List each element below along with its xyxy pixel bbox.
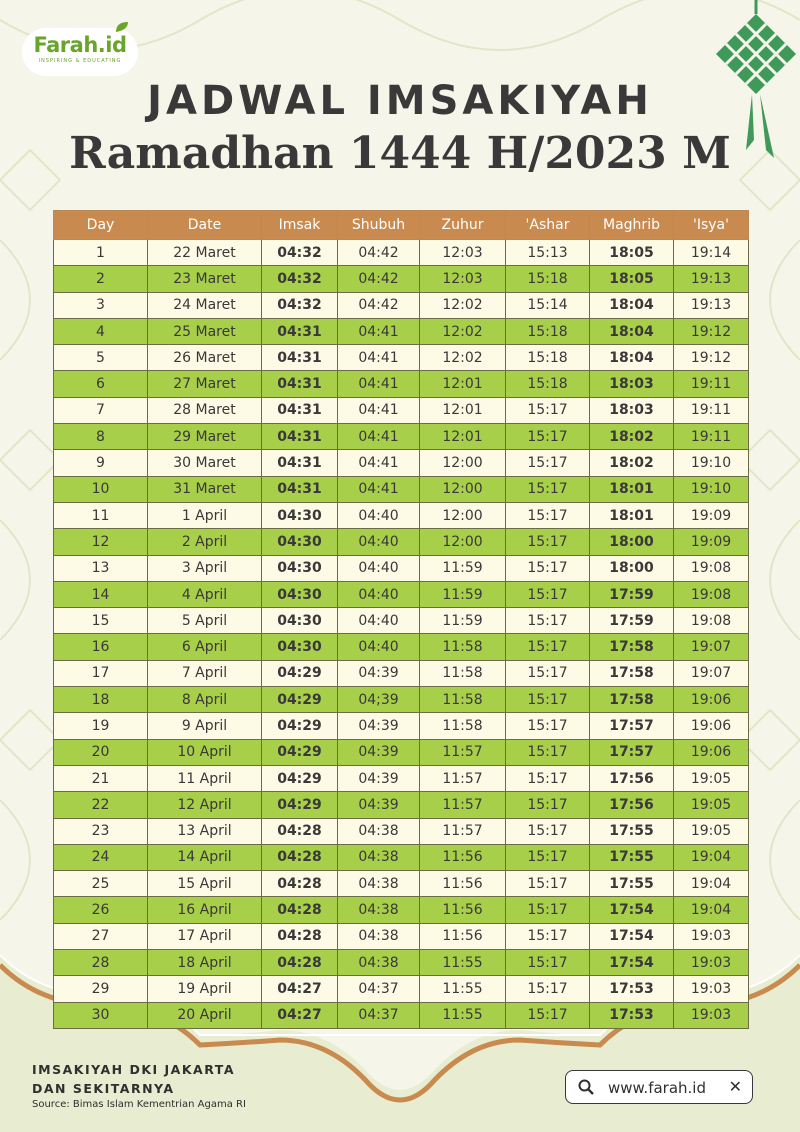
cell-ashar: 15:13: [506, 240, 590, 266]
cell-isya: 19:06: [674, 687, 749, 713]
cell-isya: 19:03: [674, 923, 749, 949]
cell-zuhur: 12:00: [420, 502, 506, 528]
cell-ashar: 15:17: [506, 713, 590, 739]
cell-day: 25: [54, 871, 148, 897]
cell-date: 28 Maret: [148, 397, 262, 423]
table-row: [54, 424, 749, 450]
cell-shubuh: 04:40: [338, 608, 420, 634]
table-row: [54, 608, 749, 634]
cell-imsak: 04:30: [262, 502, 338, 528]
cell-date: 1 April: [148, 502, 262, 528]
cell-day: 17: [54, 660, 148, 686]
cell-maghrib: 17:55: [590, 818, 674, 844]
cell-day: 9: [54, 450, 148, 476]
cell-imsak: 04:32: [262, 266, 338, 292]
table-row: [54, 739, 749, 765]
brand-logo: [22, 28, 138, 76]
cell-day: 22: [54, 792, 148, 818]
cell-isya: 19:09: [674, 529, 749, 555]
cell-zuhur: 11:56: [420, 897, 506, 923]
table-row: [54, 844, 749, 870]
header-maghrib: Maghrib: [590, 211, 674, 240]
cell-date: 9 April: [148, 713, 262, 739]
cell-zuhur: 11:57: [420, 765, 506, 791]
cell-ashar: 15:17: [506, 871, 590, 897]
cell-imsak: 04:32: [262, 240, 338, 266]
cell-shubuh: 04:38: [338, 871, 420, 897]
cell-shubuh: 04:39: [338, 765, 420, 791]
cell-day: 26: [54, 897, 148, 923]
cell-date: 30 Maret: [148, 450, 262, 476]
cell-shubuh: 04:42: [338, 240, 420, 266]
cell-date: 7 April: [148, 660, 262, 686]
cell-isya: 19:03: [674, 976, 749, 1002]
cell-ashar: 15:17: [506, 897, 590, 923]
cell-day: 15: [54, 608, 148, 634]
cell-day: 5: [54, 345, 148, 371]
cell-ashar: 15:17: [506, 502, 590, 528]
cell-day: 1: [54, 240, 148, 266]
cell-day: 18: [54, 687, 148, 713]
cell-imsak: 04:31: [262, 371, 338, 397]
cell-imsak: 04:28: [262, 897, 338, 923]
cell-imsak: 04:30: [262, 555, 338, 581]
cell-day: 7: [54, 397, 148, 423]
cell-imsak: 04:31: [262, 345, 338, 371]
cell-shubuh: 04:40: [338, 502, 420, 528]
cell-zuhur: 11:58: [420, 660, 506, 686]
cell-ashar: 15:17: [506, 450, 590, 476]
search-text: www.farah.id: [608, 1079, 706, 1097]
cell-imsak: 04:29: [262, 687, 338, 713]
cell-maghrib: 17:54: [590, 897, 674, 923]
cell-date: 2 April: [148, 529, 262, 555]
cell-shubuh: 04:41: [338, 476, 420, 502]
cell-maghrib: 17:58: [590, 634, 674, 660]
table-row: [54, 897, 749, 923]
cell-ashar: 15:17: [506, 634, 590, 660]
cell-isya: 19:04: [674, 871, 749, 897]
cell-imsak: 04:30: [262, 608, 338, 634]
cell-ashar: 15:17: [506, 950, 590, 976]
table-row: [54, 660, 749, 686]
cell-imsak: 04:28: [262, 818, 338, 844]
cell-shubuh: 04:42: [338, 292, 420, 318]
cell-day: 16: [54, 634, 148, 660]
cell-zuhur: 11:58: [420, 634, 506, 660]
cell-maghrib: 18:05: [590, 266, 674, 292]
cell-zuhur: 11:56: [420, 871, 506, 897]
cell-day: 20: [54, 739, 148, 765]
schedule-table: [53, 210, 749, 1029]
footer-title: [32, 1060, 235, 1098]
footer-title-line2: DAN SEKITARNYA: [32, 1081, 175, 1096]
table-row: [54, 765, 749, 791]
cell-maghrib: 18:05: [590, 240, 674, 266]
cell-ashar: 15:17: [506, 976, 590, 1002]
cell-isya: 19:03: [674, 1002, 749, 1028]
cell-zuhur: 11:58: [420, 687, 506, 713]
cell-imsak: 04:30: [262, 634, 338, 660]
table-row: [54, 240, 749, 266]
table-row: [54, 529, 749, 555]
cell-isya: 19:12: [674, 345, 749, 371]
cell-shubuh: 04:41: [338, 345, 420, 371]
brand-logo-text: Farah.id: [33, 33, 127, 57]
cell-imsak: 04:31: [262, 476, 338, 502]
cell-isya: 19:03: [674, 950, 749, 976]
cell-imsak: 04:28: [262, 844, 338, 870]
table-row: [54, 476, 749, 502]
cell-zuhur: 11:58: [420, 713, 506, 739]
cell-shubuh: 04:41: [338, 397, 420, 423]
cell-maghrib: 18:01: [590, 502, 674, 528]
cell-zuhur: 11:57: [420, 818, 506, 844]
cell-shubuh: 04:38: [338, 897, 420, 923]
cell-maghrib: 18:04: [590, 345, 674, 371]
cell-imsak: 04:27: [262, 1002, 338, 1028]
cell-isya: 19:11: [674, 371, 749, 397]
close-icon[interactable]: ✕: [728, 1077, 742, 1096]
table-row: [54, 687, 749, 713]
cell-maghrib: 18:02: [590, 450, 674, 476]
cell-isya: 19:11: [674, 397, 749, 423]
cell-zuhur: 12:03: [420, 266, 506, 292]
cell-zuhur: 11:55: [420, 950, 506, 976]
cell-day: 29: [54, 976, 148, 1002]
cell-day: 19: [54, 713, 148, 739]
cell-isya: 19:09: [674, 502, 749, 528]
cell-shubuh: 04:41: [338, 318, 420, 344]
cell-zuhur: 11:57: [420, 739, 506, 765]
cell-day: 27: [54, 923, 148, 949]
cell-date: 10 April: [148, 739, 262, 765]
cell-ashar: 15:14: [506, 292, 590, 318]
cell-day: 10: [54, 476, 148, 502]
cell-maghrib: 17:56: [590, 765, 674, 791]
cell-date: 15 April: [148, 871, 262, 897]
cell-isya: 19:08: [674, 608, 749, 634]
cell-shubuh: 04:38: [338, 923, 420, 949]
cell-ashar: 15:17: [506, 818, 590, 844]
cell-shubuh: 04:41: [338, 450, 420, 476]
cell-zuhur: 11:59: [420, 581, 506, 607]
table-row: [54, 292, 749, 318]
search-icon: [578, 1079, 594, 1095]
table-header-row: [54, 211, 749, 240]
cell-shubuh: 04:40: [338, 581, 420, 607]
cell-date: 25 Maret: [148, 318, 262, 344]
cell-imsak: 04:31: [262, 318, 338, 344]
cell-isya: 19:13: [674, 266, 749, 292]
cell-zuhur: 11:57: [420, 792, 506, 818]
cell-isya: 19:13: [674, 292, 749, 318]
cell-maghrib: 18:02: [590, 424, 674, 450]
table-row: [54, 502, 749, 528]
cell-isya: 19:05: [674, 792, 749, 818]
page-title-line2: Ramadhan 1444 H/2023 M: [69, 128, 731, 179]
table-row: [54, 950, 749, 976]
cell-date: 12 April: [148, 792, 262, 818]
cell-ashar: 15:18: [506, 371, 590, 397]
cell-ashar: 15:17: [506, 476, 590, 502]
header-shubuh: Shubuh: [338, 211, 420, 240]
cell-ashar: 15:17: [506, 739, 590, 765]
cell-zuhur: 11:55: [420, 1002, 506, 1028]
cell-maghrib: 17:59: [590, 581, 674, 607]
cell-isya: 19:10: [674, 450, 749, 476]
cell-ashar: 15:17: [506, 608, 590, 634]
cell-zuhur: 12:01: [420, 397, 506, 423]
cell-shubuh: 04:40: [338, 555, 420, 581]
cell-imsak: 04:32: [262, 292, 338, 318]
cell-zuhur: 12:01: [420, 424, 506, 450]
cell-isya: 19:08: [674, 581, 749, 607]
cell-ashar: 15:17: [506, 529, 590, 555]
table-row: [54, 345, 749, 371]
cell-ashar: 15:17: [506, 660, 590, 686]
cell-day: 3: [54, 292, 148, 318]
header-ashar: 'Ashar: [506, 211, 590, 240]
cell-zuhur: 12:00: [420, 529, 506, 555]
table-row: [54, 976, 749, 1002]
cell-isya: 19:07: [674, 634, 749, 660]
cell-isya: 19:10: [674, 476, 749, 502]
cell-imsak: 04:28: [262, 871, 338, 897]
cell-isya: 19:07: [674, 660, 749, 686]
cell-zuhur: 12:01: [420, 371, 506, 397]
cell-shubuh: 04:39: [338, 739, 420, 765]
cell-ashar: 15:17: [506, 765, 590, 791]
cell-day: 23: [54, 818, 148, 844]
cell-maghrib: 17:55: [590, 871, 674, 897]
cell-date: 20 April: [148, 1002, 262, 1028]
cell-imsak: 04:30: [262, 529, 338, 555]
cell-date: 17 April: [148, 923, 262, 949]
cell-maghrib: 17:55: [590, 844, 674, 870]
cell-shubuh: 04:37: [338, 1002, 420, 1028]
cell-maghrib: 17:56: [590, 792, 674, 818]
cell-isya: 19:05: [674, 818, 749, 844]
cell-day: 2: [54, 266, 148, 292]
cell-date: 24 Maret: [148, 292, 262, 318]
table-row: [54, 923, 749, 949]
cell-ashar: 15:17: [506, 792, 590, 818]
cell-day: 28: [54, 950, 148, 976]
cell-day: 4: [54, 318, 148, 344]
cell-date: 16 April: [148, 897, 262, 923]
cell-ashar: 15:18: [506, 266, 590, 292]
cell-imsak: 04:29: [262, 792, 338, 818]
cell-maghrib: 18:03: [590, 371, 674, 397]
cell-day: 21: [54, 765, 148, 791]
cell-imsak: 04:29: [262, 713, 338, 739]
cell-day: 14: [54, 581, 148, 607]
cell-ashar: 15:17: [506, 1002, 590, 1028]
cell-date: 27 Maret: [148, 371, 262, 397]
cell-day: 8: [54, 424, 148, 450]
cell-ashar: 15:18: [506, 345, 590, 371]
cell-maghrib: 17:54: [590, 923, 674, 949]
cell-day: 12: [54, 529, 148, 555]
cell-shubuh: 04:42: [338, 266, 420, 292]
cell-ashar: 15:17: [506, 923, 590, 949]
cell-shubuh: 04;39: [338, 687, 420, 713]
table-row: [54, 634, 749, 660]
cell-maghrib: 17:57: [590, 739, 674, 765]
cell-shubuh: 04:39: [338, 792, 420, 818]
cell-shubuh: 04:39: [338, 713, 420, 739]
cell-date: 5 April: [148, 608, 262, 634]
table-row: [54, 397, 749, 423]
leaf-icon: [114, 20, 130, 34]
cell-zuhur: 11:55: [420, 976, 506, 1002]
cell-maghrib: 18:00: [590, 555, 674, 581]
cell-ashar: 15:17: [506, 424, 590, 450]
cell-imsak: 04:29: [262, 765, 338, 791]
cell-isya: 19:12: [674, 318, 749, 344]
cell-maghrib: 17:58: [590, 687, 674, 713]
table-row: [54, 450, 749, 476]
cell-imsak: 04:27: [262, 976, 338, 1002]
cell-ashar: 15:17: [506, 397, 590, 423]
table-row: [54, 371, 749, 397]
cell-zuhur: 12:02: [420, 292, 506, 318]
table-row: [54, 871, 749, 897]
cell-day: 24: [54, 844, 148, 870]
cell-imsak: 04:31: [262, 397, 338, 423]
cell-maghrib: 17:58: [590, 660, 674, 686]
header-date: Date: [148, 211, 262, 240]
footer-source: Source: Bimas Islam Kementrian Agama RI: [32, 1099, 246, 1110]
schedule-table-body: [54, 240, 749, 1029]
cell-imsak: 04:31: [262, 450, 338, 476]
cell-date: 23 Maret: [148, 266, 262, 292]
page-title-line1: JADWAL IMSAKIYAH: [147, 78, 653, 124]
cell-day: 30: [54, 1002, 148, 1028]
cell-imsak: 04:29: [262, 739, 338, 765]
cell-isya: 19:14: [674, 240, 749, 266]
cell-zuhur: 11:56: [420, 923, 506, 949]
cell-shubuh: 04:39: [338, 660, 420, 686]
header-day: Day: [54, 211, 148, 240]
cell-zuhur: 11:59: [420, 555, 506, 581]
cell-shubuh: 04:41: [338, 371, 420, 397]
cell-date: 6 April: [148, 634, 262, 660]
cell-date: 26 Maret: [148, 345, 262, 371]
cell-imsak: 04:30: [262, 581, 338, 607]
cell-zuhur: 12:02: [420, 345, 506, 371]
cell-date: 11 April: [148, 765, 262, 791]
cell-date: 4 April: [148, 581, 262, 607]
website-search-bar[interactable]: [565, 1070, 753, 1104]
cell-zuhur: 12:00: [420, 476, 506, 502]
cell-maghrib: 17:54: [590, 950, 674, 976]
cell-day: 6: [54, 371, 148, 397]
cell-isya: 19:04: [674, 844, 749, 870]
cell-date: 14 April: [148, 844, 262, 870]
cell-isya: 19:06: [674, 739, 749, 765]
cell-isya: 19:08: [674, 555, 749, 581]
cell-imsak: 04:28: [262, 923, 338, 949]
cell-shubuh: 04:37: [338, 976, 420, 1002]
cell-date: 3 April: [148, 555, 262, 581]
header-imsak: Imsak: [262, 211, 338, 240]
cell-imsak: 04:31: [262, 424, 338, 450]
brand-tagline: INSPIRING & EDUCATING: [38, 58, 122, 64]
table-row: [54, 1002, 749, 1028]
footer-title-line1: IMSAKIYAH DKI JAKARTA: [32, 1062, 235, 1077]
cell-shubuh: 04:38: [338, 950, 420, 976]
cell-maghrib: 18:04: [590, 318, 674, 344]
cell-maghrib: 17:57: [590, 713, 674, 739]
cell-ashar: 15:18: [506, 318, 590, 344]
cell-isya: 19:05: [674, 765, 749, 791]
cell-ashar: 15:17: [506, 555, 590, 581]
table-row: [54, 318, 749, 344]
cell-isya: 19:11: [674, 424, 749, 450]
cell-day: 13: [54, 555, 148, 581]
cell-maghrib: 18:00: [590, 529, 674, 555]
cell-date: 22 Maret: [148, 240, 262, 266]
cell-zuhur: 11:59: [420, 608, 506, 634]
cell-date: 29 Maret: [148, 424, 262, 450]
cell-imsak: 04:29: [262, 660, 338, 686]
cell-maghrib: 17:53: [590, 976, 674, 1002]
cell-date: 8 April: [148, 687, 262, 713]
cell-zuhur: 11:56: [420, 844, 506, 870]
table-row: [54, 713, 749, 739]
cell-imsak: 04:28: [262, 950, 338, 976]
table-row: [54, 818, 749, 844]
cell-isya: 19:04: [674, 897, 749, 923]
cell-date: 13 April: [148, 818, 262, 844]
header-isya: 'Isya': [674, 211, 749, 240]
cell-shubuh: 04:41: [338, 424, 420, 450]
header-zuhur: Zuhur: [420, 211, 506, 240]
cell-date: 31 Maret: [148, 476, 262, 502]
cell-shubuh: 04:38: [338, 844, 420, 870]
cell-isya: 19:06: [674, 713, 749, 739]
cell-date: 18 April: [148, 950, 262, 976]
cell-maghrib: 18:03: [590, 397, 674, 423]
table-row: [54, 266, 749, 292]
cell-maghrib: 18:04: [590, 292, 674, 318]
cell-date: 19 April: [148, 976, 262, 1002]
cell-shubuh: 04:40: [338, 529, 420, 555]
cell-shubuh: 04:40: [338, 634, 420, 660]
table-row: [54, 581, 749, 607]
cell-ashar: 15:17: [506, 687, 590, 713]
cell-ashar: 15:17: [506, 844, 590, 870]
cell-ashar: 15:17: [506, 581, 590, 607]
cell-maghrib: 17:53: [590, 1002, 674, 1028]
cell-day: 11: [54, 502, 148, 528]
cell-maghrib: 17:59: [590, 608, 674, 634]
cell-zuhur: 12:02: [420, 318, 506, 344]
cell-zuhur: 12:00: [420, 450, 506, 476]
table-row: [54, 792, 749, 818]
cell-zuhur: 12:03: [420, 240, 506, 266]
cell-maghrib: 18:01: [590, 476, 674, 502]
cell-shubuh: 04:38: [338, 818, 420, 844]
table-row: [54, 555, 749, 581]
